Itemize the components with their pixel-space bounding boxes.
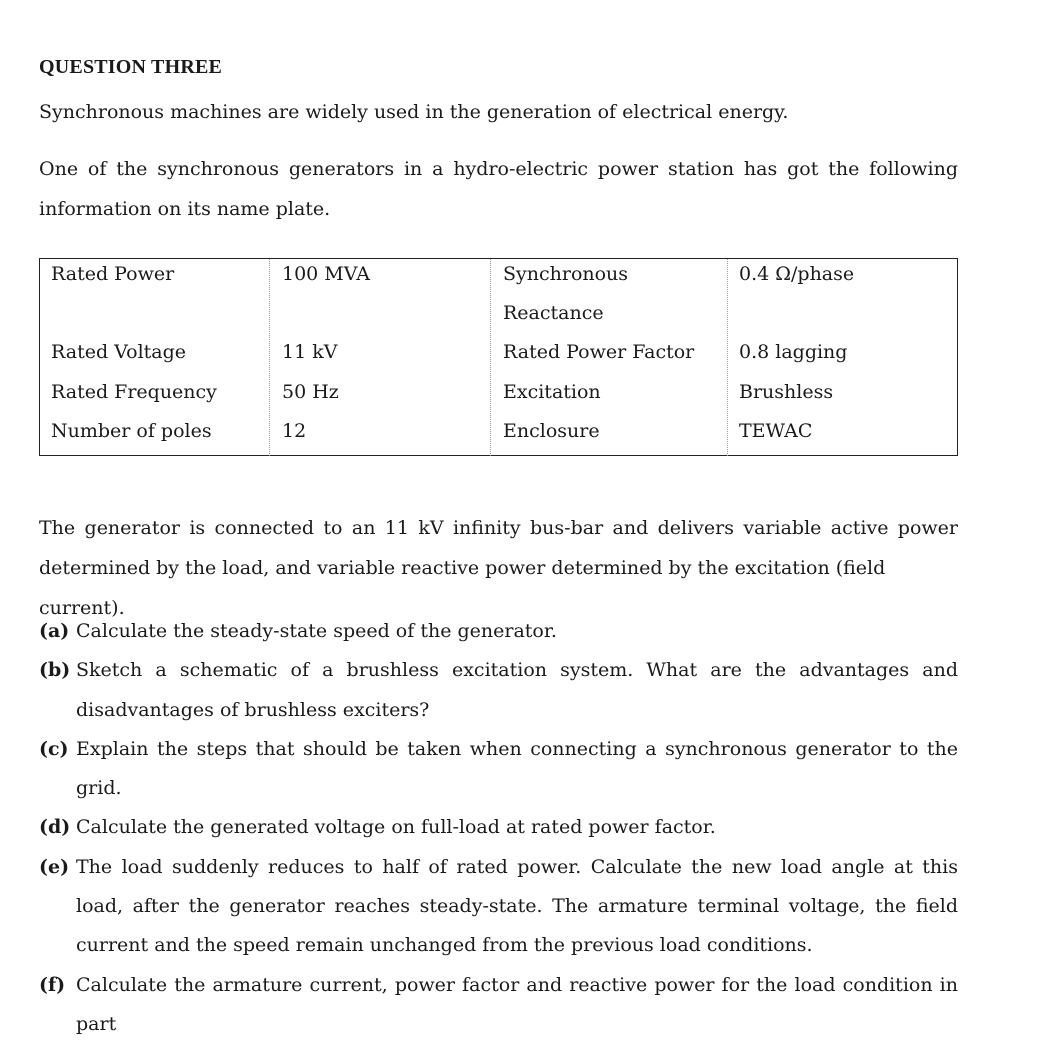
question-item (39, 651, 958, 730)
sync-reactance-label-line-1: Synchronous (503, 263, 629, 285)
question-text: Sketch a schematic of a brushless excitation system. What are the advantages and disadvantages of brushless exciters? (76, 659, 958, 721)
rated-frequency-value: 50 Hz (282, 381, 339, 403)
poles-label: Number of poles (51, 420, 212, 442)
enclosure-label: Enclosure (503, 420, 600, 442)
question-item (39, 808, 958, 847)
table-column-divider (269, 259, 270, 456)
question-marker: (f) (39, 973, 66, 996)
question-text: Explain the steps that should be taken when connecting a synchronous generator to the grid. (76, 737, 958, 800)
nameplate-table (39, 258, 958, 456)
rated-power-value: 100 MVA (282, 263, 370, 285)
rated-voltage-label: Rated Voltage (51, 341, 187, 363)
question-text: The load suddenly reduces to half of rated power. Calculate the new load angle at this load, after the generator reaches steady-state. The armature terminal voltage, the field current and the speed remain unchanged from the previous load conditions. (76, 855, 958, 957)
rated-power-factor-value: 0.8 lagging (739, 341, 848, 363)
intro-paragraph: Synchronous machines are widely used in the generation of electrical energy. (39, 101, 789, 123)
poles-value: 12 (282, 420, 307, 442)
nameplate-intro-paragraph (39, 149, 958, 229)
question-marker: (a) (39, 620, 70, 642)
connection-line-1: The generator is connected to an 11 kV infinity bus-bar and delivers variable active power (39, 517, 958, 539)
connection-line-2: determined by the load, and variable reactive power determined by the excitation (field current). (39, 557, 886, 619)
enclosure-value: TEWAC (739, 420, 813, 442)
question-item (39, 848, 958, 966)
question-marker: (c) (39, 737, 69, 760)
sync-reactance-value: 0.4 Ω/phase (739, 263, 855, 285)
rated-power-label: Rated Power (51, 263, 175, 285)
question-marker: (b) (39, 659, 71, 682)
sync-reactance-label-line-2: Reactance (503, 302, 604, 324)
rated-power-factor-label: Rated Power Factor (503, 341, 695, 363)
rated-voltage-value: 11 kV (282, 341, 338, 363)
nameplate-intro-line-1: One of the synchronous generators in a hydro-electric power station has got the following (39, 158, 958, 180)
question-text: Calculate the steady-state speed of the generator. (76, 620, 557, 642)
excitation-label: Excitation (503, 381, 601, 403)
connection-paragraph (39, 508, 958, 628)
question-item (39, 612, 958, 651)
question-marker: (e) (39, 855, 70, 878)
question-text: Calculate the generated voltage on full-load at rated power factor. (76, 816, 716, 839)
nameplate-intro-line-2: information on its name plate. (39, 198, 331, 220)
question-list (39, 612, 958, 1044)
question-marker: (d) (39, 816, 71, 839)
question-text: Calculate the armature current, power factor and reactive power for the load condition in part (76, 973, 958, 1035)
table-column-divider (490, 259, 491, 456)
question-item (39, 966, 958, 1044)
question-heading: QUESTION THREE (39, 56, 223, 78)
table-column-divider (727, 259, 728, 456)
rated-frequency-label: Rated Frequency (51, 381, 217, 403)
question-item (39, 730, 958, 809)
excitation-value: Brushless (739, 381, 834, 403)
